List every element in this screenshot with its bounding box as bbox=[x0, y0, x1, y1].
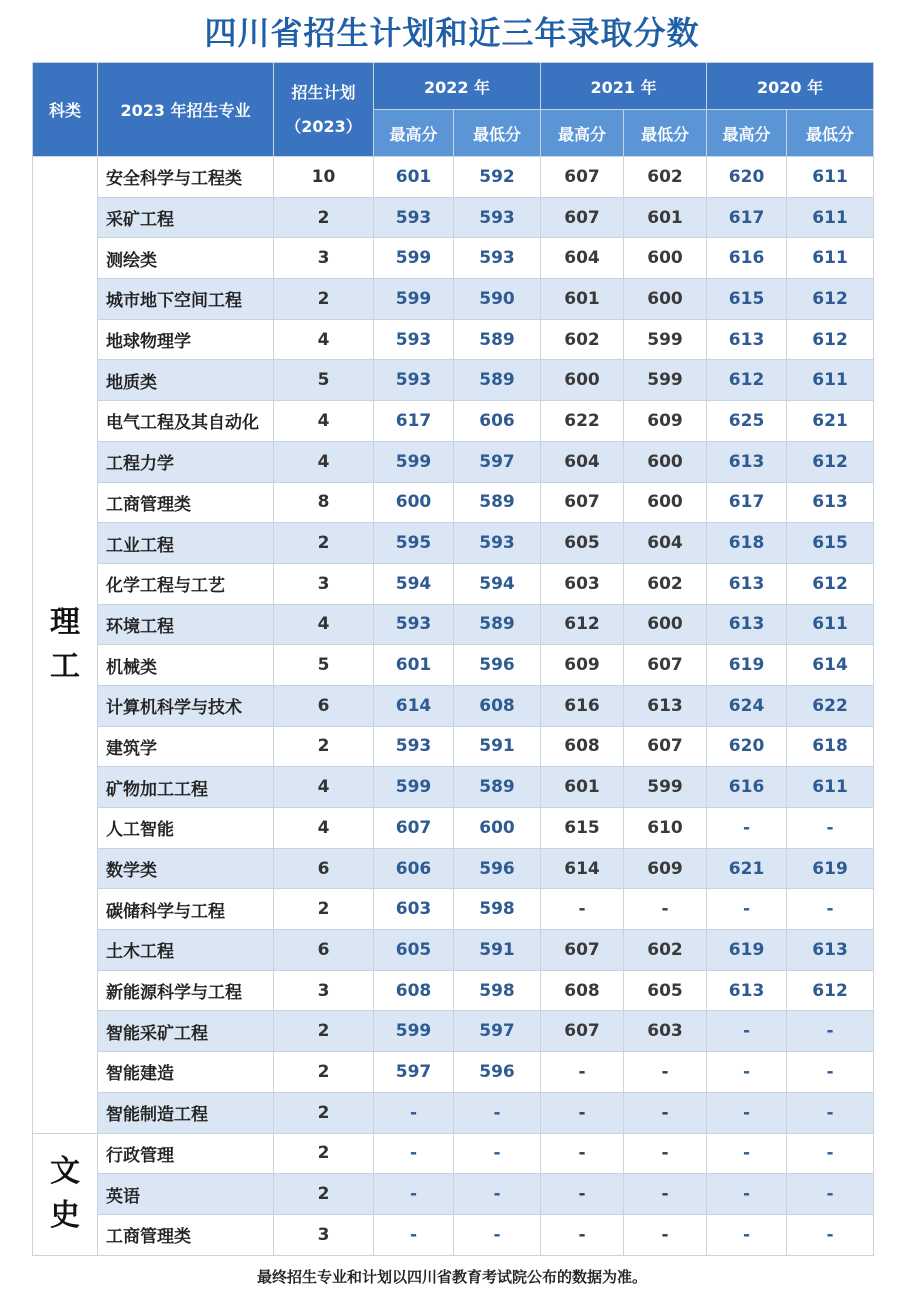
score-2020-min: 613 bbox=[787, 482, 874, 523]
score-2022-max: 595 bbox=[374, 523, 454, 564]
header-plan-line1: 招生计划 bbox=[291, 82, 356, 102]
table-row bbox=[33, 1011, 874, 1052]
score-2022-min: 590 bbox=[454, 279, 541, 320]
plan-count: 2 bbox=[274, 197, 374, 238]
score-2021-max: 616 bbox=[541, 685, 624, 726]
score-2020-min: 612 bbox=[787, 563, 874, 604]
plan-count: 3 bbox=[274, 563, 374, 604]
table-row bbox=[33, 848, 874, 889]
score-2020-max: 617 bbox=[707, 482, 787, 523]
score-2020-max: 615 bbox=[707, 279, 787, 320]
major-name: 环境工程 bbox=[98, 604, 274, 645]
plan-count: 2 bbox=[274, 523, 374, 564]
major-name: 安全科学与工程类 bbox=[98, 157, 274, 198]
table-row bbox=[33, 157, 874, 198]
table-row bbox=[33, 401, 874, 442]
plan-count: 2 bbox=[274, 1092, 374, 1133]
score-2020-min: - bbox=[787, 1052, 874, 1093]
table-row bbox=[33, 1052, 874, 1093]
score-2020-min: - bbox=[787, 1011, 874, 1052]
score-2022-min: 594 bbox=[454, 563, 541, 604]
table-row bbox=[33, 1092, 874, 1133]
score-2020-min: 614 bbox=[787, 645, 874, 686]
score-2021-max: 609 bbox=[541, 645, 624, 686]
plan-count: 2 bbox=[274, 726, 374, 767]
major-name: 建筑学 bbox=[98, 726, 274, 767]
plan-count: 8 bbox=[274, 482, 374, 523]
major-name: 城市地下空间工程 bbox=[98, 279, 274, 320]
score-2020-min: 611 bbox=[787, 238, 874, 279]
major-name: 地质类 bbox=[98, 360, 274, 401]
score-2022-max: 594 bbox=[374, 563, 454, 604]
score-2022-max: - bbox=[374, 1174, 454, 1215]
score-2022-max: 599 bbox=[374, 238, 454, 279]
score-2022-max: 599 bbox=[374, 441, 454, 482]
table-row bbox=[33, 197, 874, 238]
major-name: 土木工程 bbox=[98, 930, 274, 971]
major-name: 智能制造工程 bbox=[98, 1092, 274, 1133]
score-2020-max: 613 bbox=[707, 604, 787, 645]
major-name: 地球物理学 bbox=[98, 319, 274, 360]
score-2022-min: 596 bbox=[454, 848, 541, 889]
major-name: 智能建造 bbox=[98, 1052, 274, 1093]
score-2020-min: - bbox=[787, 808, 874, 849]
header-major: 2023 年招生专业 bbox=[98, 63, 274, 157]
score-2022-min: 597 bbox=[454, 1011, 541, 1052]
score-2021-min: 600 bbox=[624, 279, 707, 320]
score-2020-min: 611 bbox=[787, 604, 874, 645]
score-2021-min: - bbox=[624, 1174, 707, 1215]
score-2020-min: 612 bbox=[787, 970, 874, 1011]
score-2022-min: - bbox=[454, 1133, 541, 1174]
table-row bbox=[33, 360, 874, 401]
score-2022-min: 600 bbox=[454, 808, 541, 849]
score-2020-max: - bbox=[707, 1011, 787, 1052]
score-2020-max: 619 bbox=[707, 645, 787, 686]
score-2022-min: 589 bbox=[454, 319, 541, 360]
score-2020-min: 611 bbox=[787, 197, 874, 238]
score-2021-max: 615 bbox=[541, 808, 624, 849]
score-2021-min: 600 bbox=[624, 441, 707, 482]
score-2020-max: 613 bbox=[707, 563, 787, 604]
plan-count: 6 bbox=[274, 685, 374, 726]
score-2022-max: - bbox=[374, 1214, 454, 1255]
major-name: 工业工程 bbox=[98, 523, 274, 564]
score-2022-min: 597 bbox=[454, 441, 541, 482]
score-2021-max: 601 bbox=[541, 767, 624, 808]
score-2021-min: 603 bbox=[624, 1011, 707, 1052]
major-name: 智能采矿工程 bbox=[98, 1011, 274, 1052]
category-label: 文 史 bbox=[33, 1133, 98, 1255]
score-2021-max: 607 bbox=[541, 1011, 624, 1052]
score-2021-max: 612 bbox=[541, 604, 624, 645]
score-2022-min: 596 bbox=[454, 645, 541, 686]
score-2021-min: 613 bbox=[624, 685, 707, 726]
score-2020-min: - bbox=[787, 1174, 874, 1215]
header-min-2020: 最低分 bbox=[787, 110, 874, 157]
score-2022-max: 599 bbox=[374, 279, 454, 320]
plan-count: 4 bbox=[274, 401, 374, 442]
score-2021-max: 607 bbox=[541, 930, 624, 971]
score-2020-max: - bbox=[707, 1214, 787, 1255]
score-2022-min: 592 bbox=[454, 157, 541, 198]
plan-count: 2 bbox=[274, 1133, 374, 1174]
score-2022-max: 614 bbox=[374, 685, 454, 726]
score-2020-max: - bbox=[707, 1133, 787, 1174]
score-2022-min: 593 bbox=[454, 238, 541, 279]
score-2021-min: - bbox=[624, 1052, 707, 1093]
score-2020-max: 624 bbox=[707, 685, 787, 726]
score-2020-max: - bbox=[707, 1052, 787, 1093]
header-year-2022: 2022 年 bbox=[374, 63, 541, 110]
score-2020-max: 620 bbox=[707, 726, 787, 767]
plan-count: 4 bbox=[274, 767, 374, 808]
score-2020-min: 612 bbox=[787, 441, 874, 482]
score-2022-max: - bbox=[374, 1092, 454, 1133]
major-name: 数学类 bbox=[98, 848, 274, 889]
score-2022-min: 593 bbox=[454, 197, 541, 238]
plan-count: 4 bbox=[274, 604, 374, 645]
table-row bbox=[33, 889, 874, 930]
score-2021-max: - bbox=[541, 1214, 624, 1255]
score-2022-min: 598 bbox=[454, 889, 541, 930]
score-2022-min: 589 bbox=[454, 482, 541, 523]
score-2020-max: - bbox=[707, 1174, 787, 1215]
plan-count: 2 bbox=[274, 1011, 374, 1052]
table-row bbox=[33, 970, 874, 1011]
score-2020-min: 612 bbox=[787, 279, 874, 320]
score-2021-min: 607 bbox=[624, 726, 707, 767]
table-row bbox=[33, 645, 874, 686]
major-name: 测绘类 bbox=[98, 238, 274, 279]
plan-count: 2 bbox=[274, 889, 374, 930]
plan-count: 6 bbox=[274, 848, 374, 889]
score-2022-max: 593 bbox=[374, 197, 454, 238]
major-name: 机械类 bbox=[98, 645, 274, 686]
score-2021-min: 599 bbox=[624, 767, 707, 808]
header-max-2022: 最高分 bbox=[374, 110, 454, 157]
major-name: 电气工程及其自动化 bbox=[98, 401, 274, 442]
plan-count: 2 bbox=[274, 279, 374, 320]
header-max-2020: 最高分 bbox=[707, 110, 787, 157]
score-2022-max: 603 bbox=[374, 889, 454, 930]
major-name: 工商管理类 bbox=[98, 1214, 274, 1255]
major-name: 矿物加工工程 bbox=[98, 767, 274, 808]
table-row bbox=[33, 238, 874, 279]
score-2021-min: 599 bbox=[624, 360, 707, 401]
header-max-2021: 最高分 bbox=[541, 110, 624, 157]
score-2022-max: 605 bbox=[374, 930, 454, 971]
score-2020-max: 625 bbox=[707, 401, 787, 442]
score-2021-min: - bbox=[624, 1214, 707, 1255]
score-2022-min: 593 bbox=[454, 523, 541, 564]
score-2020-min: 611 bbox=[787, 767, 874, 808]
score-2021-min: 601 bbox=[624, 197, 707, 238]
header-category: 科类 bbox=[33, 63, 98, 157]
score-2020-max: 619 bbox=[707, 930, 787, 971]
score-2020-max: 618 bbox=[707, 523, 787, 564]
score-2020-max: 616 bbox=[707, 238, 787, 279]
score-2022-max: 601 bbox=[374, 157, 454, 198]
score-2022-max: 600 bbox=[374, 482, 454, 523]
score-2020-max: 613 bbox=[707, 319, 787, 360]
score-2020-min: - bbox=[787, 1092, 874, 1133]
header-plan-line2: （2023） bbox=[285, 116, 362, 136]
score-2021-min: 599 bbox=[624, 319, 707, 360]
score-2021-max: - bbox=[541, 1052, 624, 1093]
score-2020-min: 613 bbox=[787, 930, 874, 971]
score-2020-min: 622 bbox=[787, 685, 874, 726]
admission-score-table bbox=[32, 62, 874, 1256]
score-2020-max: 617 bbox=[707, 197, 787, 238]
score-2020-min: - bbox=[787, 889, 874, 930]
score-2022-min: 589 bbox=[454, 360, 541, 401]
table-row bbox=[33, 482, 874, 523]
score-2021-max: 608 bbox=[541, 726, 624, 767]
plan-count: 3 bbox=[274, 970, 374, 1011]
plan-count: 10 bbox=[274, 157, 374, 198]
table-row bbox=[33, 604, 874, 645]
major-name: 新能源科学与工程 bbox=[98, 970, 274, 1011]
score-2022-min: 598 bbox=[454, 970, 541, 1011]
plan-count: 6 bbox=[274, 930, 374, 971]
table-row bbox=[33, 1133, 874, 1174]
table-row bbox=[33, 930, 874, 971]
score-2022-max: 593 bbox=[374, 360, 454, 401]
score-2020-max: 613 bbox=[707, 441, 787, 482]
score-2021-min: 610 bbox=[624, 808, 707, 849]
score-2020-max: - bbox=[707, 889, 787, 930]
score-2020-min: 615 bbox=[787, 523, 874, 564]
score-2021-min: - bbox=[624, 1092, 707, 1133]
score-2021-max: 601 bbox=[541, 279, 624, 320]
score-2022-min: 608 bbox=[454, 685, 541, 726]
score-2021-max: 604 bbox=[541, 441, 624, 482]
score-2020-max: - bbox=[707, 1092, 787, 1133]
table-row bbox=[33, 1214, 874, 1255]
table-row bbox=[33, 685, 874, 726]
major-name: 英语 bbox=[98, 1174, 274, 1215]
score-2021-max: 607 bbox=[541, 157, 624, 198]
plan-count: 4 bbox=[274, 319, 374, 360]
score-2020-min: 611 bbox=[787, 360, 874, 401]
table-row bbox=[33, 563, 874, 604]
score-2020-max: - bbox=[707, 808, 787, 849]
score-2022-max: 599 bbox=[374, 1011, 454, 1052]
score-2021-min: - bbox=[624, 889, 707, 930]
score-2022-min: - bbox=[454, 1092, 541, 1133]
score-2020-max: 621 bbox=[707, 848, 787, 889]
plan-count: 5 bbox=[274, 360, 374, 401]
score-2022-min: - bbox=[454, 1174, 541, 1215]
table-body bbox=[33, 157, 874, 1256]
score-2020-max: 613 bbox=[707, 970, 787, 1011]
score-2021-max: - bbox=[541, 1174, 624, 1215]
score-2021-min: 600 bbox=[624, 604, 707, 645]
score-2021-min: 602 bbox=[624, 930, 707, 971]
table-row bbox=[33, 441, 874, 482]
score-2022-max: 593 bbox=[374, 604, 454, 645]
score-2022-min: - bbox=[454, 1214, 541, 1255]
score-2021-min: 602 bbox=[624, 563, 707, 604]
score-2022-max: 617 bbox=[374, 401, 454, 442]
score-2020-max: 620 bbox=[707, 157, 787, 198]
score-2021-max: 600 bbox=[541, 360, 624, 401]
major-name: 工商管理类 bbox=[98, 482, 274, 523]
category-label: 理 工 bbox=[33, 157, 98, 1134]
score-2021-max: 614 bbox=[541, 848, 624, 889]
score-2021-max: 605 bbox=[541, 523, 624, 564]
score-2021-max: - bbox=[541, 1092, 624, 1133]
header-year-2021: 2021 年 bbox=[541, 63, 707, 110]
score-2022-max: 593 bbox=[374, 319, 454, 360]
score-2021-min: - bbox=[624, 1133, 707, 1174]
major-name: 采矿工程 bbox=[98, 197, 274, 238]
score-2022-max: 597 bbox=[374, 1052, 454, 1093]
score-2022-min: 591 bbox=[454, 930, 541, 971]
table-row bbox=[33, 726, 874, 767]
score-2021-min: 600 bbox=[624, 482, 707, 523]
score-2021-min: 602 bbox=[624, 157, 707, 198]
plan-count: 4 bbox=[274, 808, 374, 849]
score-2021-max: 622 bbox=[541, 401, 624, 442]
score-2022-max: 606 bbox=[374, 848, 454, 889]
header-plan bbox=[274, 63, 374, 157]
score-2021-max: 608 bbox=[541, 970, 624, 1011]
plan-count: 2 bbox=[274, 1052, 374, 1093]
plan-count: 3 bbox=[274, 238, 374, 279]
score-2020-max: 616 bbox=[707, 767, 787, 808]
score-2022-min: 589 bbox=[454, 767, 541, 808]
score-2022-max: 608 bbox=[374, 970, 454, 1011]
major-name: 计算机科学与技术 bbox=[98, 685, 274, 726]
table-row bbox=[33, 808, 874, 849]
score-2021-max: - bbox=[541, 1133, 624, 1174]
score-2022-max: 593 bbox=[374, 726, 454, 767]
score-2021-max: 603 bbox=[541, 563, 624, 604]
score-2021-max: 607 bbox=[541, 197, 624, 238]
table-row bbox=[33, 767, 874, 808]
score-2021-min: 604 bbox=[624, 523, 707, 564]
score-2021-max: 607 bbox=[541, 482, 624, 523]
major-name: 碳储科学与工程 bbox=[98, 889, 274, 930]
major-name: 化学工程与工艺 bbox=[98, 563, 274, 604]
score-2021-min: 607 bbox=[624, 645, 707, 686]
score-2021-max: - bbox=[541, 889, 624, 930]
score-2020-min: - bbox=[787, 1214, 874, 1255]
major-name: 行政管理 bbox=[98, 1133, 274, 1174]
table-row bbox=[33, 319, 874, 360]
major-name: 人工智能 bbox=[98, 808, 274, 849]
score-2022-max: 599 bbox=[374, 767, 454, 808]
score-2021-max: 604 bbox=[541, 238, 624, 279]
score-2021-min: 605 bbox=[624, 970, 707, 1011]
table-row bbox=[33, 1174, 874, 1215]
score-2020-max: 612 bbox=[707, 360, 787, 401]
score-2020-min: 611 bbox=[787, 157, 874, 198]
score-2022-max: 601 bbox=[374, 645, 454, 686]
header-year-2020: 2020 年 bbox=[707, 63, 874, 110]
score-2020-min: 612 bbox=[787, 319, 874, 360]
plan-count: 3 bbox=[274, 1214, 374, 1255]
score-2021-min: 609 bbox=[624, 401, 707, 442]
score-2022-max: - bbox=[374, 1133, 454, 1174]
score-2021-min: 600 bbox=[624, 238, 707, 279]
header-min-2021: 最低分 bbox=[624, 110, 707, 157]
score-2020-min: 619 bbox=[787, 848, 874, 889]
plan-count: 4 bbox=[274, 441, 374, 482]
footer-note: 最终招生专业和计划以四川省教育考试院公布的数据为准。 bbox=[256, 1268, 647, 1286]
score-2022-min: 606 bbox=[454, 401, 541, 442]
score-2021-max: 602 bbox=[541, 319, 624, 360]
plan-count: 2 bbox=[274, 1174, 374, 1215]
major-name: 工程力学 bbox=[98, 441, 274, 482]
table-header bbox=[33, 63, 874, 157]
header-min-2022: 最低分 bbox=[454, 110, 541, 157]
score-2022-max: 607 bbox=[374, 808, 454, 849]
score-2020-min: 618 bbox=[787, 726, 874, 767]
score-2022-min: 596 bbox=[454, 1052, 541, 1093]
score-2020-min: 621 bbox=[787, 401, 874, 442]
score-2020-min: - bbox=[787, 1133, 874, 1174]
table-row bbox=[33, 279, 874, 320]
score-2022-min: 589 bbox=[454, 604, 541, 645]
plan-count: 5 bbox=[274, 645, 374, 686]
score-2022-min: 591 bbox=[454, 726, 541, 767]
score-2021-min: 609 bbox=[624, 848, 707, 889]
page-title: 四川省招生计划和近三年录取分数 bbox=[204, 14, 700, 52]
table-row bbox=[33, 523, 874, 564]
